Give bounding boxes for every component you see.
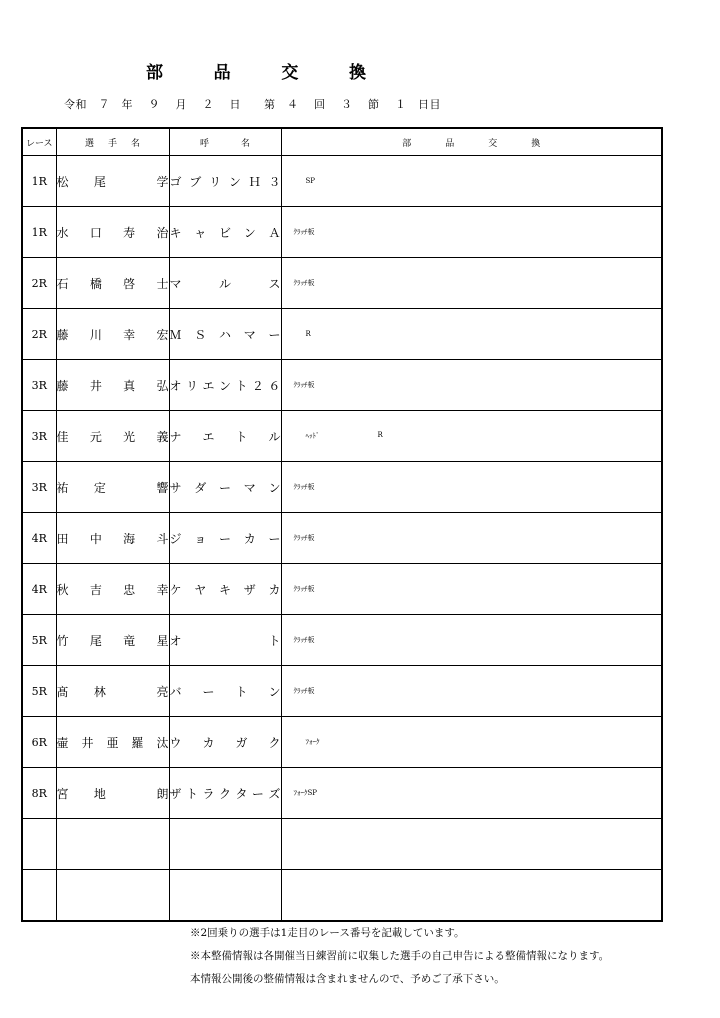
boat-name-char: ー xyxy=(218,531,231,546)
racer-name-char: 中 xyxy=(89,531,102,546)
parts-exchanged xyxy=(281,666,662,717)
racer-name-char: 秋 xyxy=(56,582,69,597)
race-number: 4R xyxy=(22,564,56,615)
parts-item: R xyxy=(377,431,383,439)
racer-name xyxy=(56,870,169,922)
race-number: 1R xyxy=(22,207,56,258)
header-name-char: 呼 xyxy=(199,138,209,149)
boat-name xyxy=(169,768,281,819)
racer-name xyxy=(56,768,169,819)
boat-name-char: ジ xyxy=(169,531,182,546)
boat-name-char: ブ xyxy=(189,174,202,189)
boat-name-char: ャ xyxy=(194,225,207,240)
date-line: 令和 ７ 年 ９ 月 ２ 日 第 ４ 回 ３ 節 １ 日目 xyxy=(64,98,441,111)
boat-name-char: サ xyxy=(169,480,182,495)
header-row xyxy=(22,128,662,156)
boat-name-char: ク xyxy=(268,735,281,750)
boat-name-char: ダ xyxy=(194,480,207,495)
boat-name xyxy=(169,309,281,360)
racer-name-char: 斗 xyxy=(156,531,169,546)
boat-name-char: カ xyxy=(268,582,281,597)
boat-name xyxy=(169,819,281,870)
boat-name-char: エ xyxy=(202,429,215,444)
racer-name-char: 響 xyxy=(156,480,169,495)
parts-item: ｸﾗｯﾁ板 xyxy=(293,228,315,236)
boat-name xyxy=(169,666,281,717)
table-row xyxy=(22,360,662,411)
title-char: 部 xyxy=(146,63,163,83)
table-row xyxy=(22,564,662,615)
title-char: 交 xyxy=(281,63,299,83)
header-parts-char: 交 xyxy=(488,138,498,149)
race-number: 3R xyxy=(22,462,56,513)
racer-name-char: 藤 xyxy=(56,327,69,342)
boat-name-char: ザ xyxy=(243,582,256,597)
table-row xyxy=(22,819,662,870)
title-char: 換 xyxy=(348,63,366,83)
race-number: 3R xyxy=(22,411,56,462)
racer-name xyxy=(56,462,169,513)
racer-name-char: 亜 xyxy=(106,735,119,750)
racer-name-char: 弘 xyxy=(156,378,169,393)
racer-name-char: 真 xyxy=(123,378,136,393)
parts-item: SP xyxy=(305,177,316,185)
parts-item: ﾌｫｰｸ xyxy=(305,738,320,746)
boat-name-char: ２ xyxy=(251,378,264,393)
racer-name-char: 星 xyxy=(156,633,169,648)
boat-name-char: Ｍ xyxy=(169,327,182,342)
boat-name xyxy=(169,717,281,768)
racer-name xyxy=(56,819,169,870)
racer-name-char: 宮 xyxy=(56,786,69,801)
race-number: 3R xyxy=(22,360,56,411)
parts-item: ｸﾗｯﾁ板 xyxy=(293,585,315,593)
racer-name xyxy=(56,156,169,207)
boat-name-char: ョ xyxy=(194,531,207,546)
boat-name-char: オ xyxy=(169,378,182,393)
racer-name-char: 寿 xyxy=(123,225,136,240)
parts-exchanged xyxy=(281,207,662,258)
parts-item: ｸﾗｯﾁ板 xyxy=(293,534,315,542)
racer-name-char: 口 xyxy=(89,225,102,240)
boat-name xyxy=(169,564,281,615)
table-row xyxy=(22,207,662,258)
table-row xyxy=(22,309,662,360)
racer-name-char: 佳 xyxy=(56,429,69,444)
racer-name-char: 汰 xyxy=(156,735,169,750)
boat-name-char: ト xyxy=(235,378,248,393)
boat-name-char: リ xyxy=(185,378,198,393)
racer-name-char: 元 xyxy=(89,429,102,444)
racer-name-char: 羅 xyxy=(131,735,144,750)
racer-name-char: 水 xyxy=(56,225,69,240)
racer-name-char: 石 xyxy=(56,276,69,291)
boat-name-char: ガ xyxy=(235,735,248,750)
racer-name xyxy=(56,564,169,615)
boat-name-char: ー xyxy=(218,480,231,495)
parts-exchanged xyxy=(281,513,662,564)
racer-name-char: 井 xyxy=(89,378,102,393)
parts-item: R xyxy=(305,330,311,338)
parts-exchanged xyxy=(281,870,662,922)
race-number: 5R xyxy=(22,615,56,666)
parts-exchanged xyxy=(281,258,662,309)
boat-name-char: ウ xyxy=(169,735,182,750)
boat-name-char: ル xyxy=(268,429,281,444)
boat-name-char: エ xyxy=(202,378,215,393)
parts-exchanged xyxy=(281,360,662,411)
boat-name-char: ラ xyxy=(202,786,215,801)
racer-name-char: 亮 xyxy=(156,684,169,699)
race-number: 8R xyxy=(22,768,56,819)
table-row xyxy=(22,513,662,564)
racer-name xyxy=(56,666,169,717)
boat-name-char: カ xyxy=(243,531,256,546)
racer-name-char: 幸 xyxy=(156,582,169,597)
boat-name-char: ヤ xyxy=(194,582,207,597)
parts-item: ﾌｫｰｸSP xyxy=(293,789,318,797)
header-racer-char: 選 xyxy=(84,138,94,149)
header-parts-char: 品 xyxy=(445,138,455,149)
boat-name-char: ３ xyxy=(268,174,281,189)
boat-name-char: リ xyxy=(209,174,222,189)
boat-name-char: ナ xyxy=(169,429,182,444)
parts-exchanged xyxy=(281,819,662,870)
boat-name-char: マ xyxy=(243,480,256,495)
racer-name xyxy=(56,309,169,360)
racer-name-char: 竹 xyxy=(56,633,69,648)
racer-name-char: 田 xyxy=(56,531,69,546)
page-title xyxy=(146,58,366,83)
boat-name xyxy=(169,411,281,462)
boat-name-char: ザ xyxy=(169,786,182,801)
parts-exchanged xyxy=(281,156,662,207)
boat-name-char: Ａ xyxy=(268,225,281,240)
boat-name-char: ン xyxy=(268,684,281,699)
header-name-char: 名 xyxy=(241,138,251,149)
racer-name xyxy=(56,411,169,462)
boat-name-char: ン xyxy=(228,174,241,189)
racer-name-char: 啓 xyxy=(123,276,136,291)
boat-name-char: ハ xyxy=(218,327,231,342)
boat-name-char: オ xyxy=(169,633,182,648)
boat-name-char: バ xyxy=(169,684,182,699)
racer-name-char: 松 xyxy=(56,174,69,189)
racer-name-char: 井 xyxy=(81,735,94,750)
boat-name-char: ン xyxy=(243,225,256,240)
parts-exchange-table xyxy=(21,127,663,922)
table-row xyxy=(22,717,662,768)
racer-name xyxy=(56,258,169,309)
racer-name-char: 林 xyxy=(93,684,106,699)
note-line: ※2回乗りの選手は1走目のレース番号を記載しています。 xyxy=(190,927,465,939)
racer-name-char: 幸 xyxy=(123,327,136,342)
boat-name-char: ト xyxy=(235,684,248,699)
header-racer-char: 手 xyxy=(107,138,117,149)
table-row xyxy=(22,156,662,207)
racer-name-char: 治 xyxy=(156,225,169,240)
boat-name-char: ト xyxy=(185,786,198,801)
racer-name-char: 祐 xyxy=(56,480,69,495)
race-number: 5R xyxy=(22,666,56,717)
boat-name xyxy=(169,615,281,666)
table-row xyxy=(22,615,662,666)
boat-name-char: ン xyxy=(218,378,231,393)
table-row xyxy=(22,258,662,309)
boat-name-char: タ xyxy=(235,786,248,801)
boat-name-char: キ xyxy=(218,582,231,597)
racer-name-char: 地 xyxy=(93,786,106,801)
boat-name xyxy=(169,360,281,411)
boat-name-char: ク xyxy=(218,786,231,801)
racer-name-char: 髙 xyxy=(56,684,69,699)
boat-name-char: ト xyxy=(268,633,281,648)
race-number: 1R xyxy=(22,156,56,207)
race-number xyxy=(22,819,56,870)
boat-name-char: Ｈ xyxy=(248,174,261,189)
parts-item: ｸﾗｯﾁ板 xyxy=(293,636,315,644)
race-number: 2R xyxy=(22,258,56,309)
boat-name xyxy=(169,258,281,309)
racer-name-char: 壷 xyxy=(56,735,69,750)
racer-name xyxy=(56,360,169,411)
boat-name xyxy=(169,462,281,513)
racer-name-char: 川 xyxy=(89,327,102,342)
header-parts-char: 部 xyxy=(402,138,412,149)
header-parts xyxy=(281,128,662,156)
racer-name-char: 藤 xyxy=(56,378,69,393)
boat-name xyxy=(169,870,281,922)
note-line: ※本整備情報は各開催当日練習前に収集した選手の自己申告による整備情報になります。 xyxy=(190,950,610,962)
header-racer xyxy=(56,128,169,156)
boat-name-char: ー xyxy=(268,531,281,546)
racer-name xyxy=(56,615,169,666)
boat-name-char: マ xyxy=(243,327,256,342)
note-line: 本情報公開後の整備情報は含まれませんので、予めご了承下さい。 xyxy=(190,973,505,985)
boat-name-char: ー xyxy=(202,684,215,699)
racer-name-char: 朗 xyxy=(156,786,169,801)
boat-name-char: Ｓ xyxy=(194,327,207,342)
boat-name-char: ト xyxy=(235,429,248,444)
parts-item: ｸﾗｯﾁ板 xyxy=(293,279,315,287)
boat-name-char: ー xyxy=(268,327,281,342)
notes xyxy=(190,922,609,991)
racer-name-char: 吉 xyxy=(89,582,102,597)
boat-name xyxy=(169,156,281,207)
boat-name-char: キ xyxy=(169,225,182,240)
parts-item: ｸﾗｯﾁ板 xyxy=(293,687,315,695)
table-row xyxy=(22,870,662,922)
table-row xyxy=(22,768,662,819)
boat-name-char: ス xyxy=(268,276,281,291)
parts-exchanged xyxy=(281,411,662,462)
racer-name-char: 竜 xyxy=(123,633,136,648)
race-number: 6R xyxy=(22,717,56,768)
racer-name-char: 尾 xyxy=(93,174,106,189)
boat-name-char: ー xyxy=(251,786,264,801)
boat-name-char: ゴ xyxy=(169,174,182,189)
racer-name-char: 海 xyxy=(123,531,136,546)
header-race: レース xyxy=(22,128,56,156)
racer-name xyxy=(56,513,169,564)
table-row xyxy=(22,666,662,717)
header-boat-name xyxy=(169,128,281,156)
table-row xyxy=(22,411,662,462)
parts-exchanged xyxy=(281,564,662,615)
boat-name xyxy=(169,513,281,564)
parts-exchanged xyxy=(281,717,662,768)
boat-name-char: ン xyxy=(268,480,281,495)
racer-name-char: 定 xyxy=(93,480,106,495)
parts-item: ｸﾗｯﾁ板 xyxy=(293,483,315,491)
table-row xyxy=(22,462,662,513)
race-number xyxy=(22,870,56,922)
boat-name-char: カ xyxy=(202,735,215,750)
racer-name-char: 士 xyxy=(156,276,169,291)
racer-name-char: 橋 xyxy=(89,276,102,291)
parts-exchanged xyxy=(281,309,662,360)
parts-exchanged xyxy=(281,615,662,666)
boat-name-char: ズ xyxy=(268,786,281,801)
racer-name xyxy=(56,207,169,258)
race-number: 2R xyxy=(22,309,56,360)
racer-name-char: 義 xyxy=(156,429,169,444)
header-racer-char: 名 xyxy=(131,138,141,149)
title-char: 品 xyxy=(213,63,231,83)
racer-name-char: 尾 xyxy=(89,633,102,648)
racer-name-char: 忠 xyxy=(123,582,136,597)
header-parts-char: 換 xyxy=(531,138,541,149)
parts-exchanged xyxy=(281,462,662,513)
racer-name-char: 学 xyxy=(156,174,169,189)
racer-name-char: 宏 xyxy=(156,327,169,342)
boat-name-char: ケ xyxy=(169,582,182,597)
boat-name-char: マ xyxy=(169,276,182,291)
race-number: 4R xyxy=(22,513,56,564)
boat-name xyxy=(169,207,281,258)
parts-exchanged xyxy=(281,768,662,819)
racer-name xyxy=(56,717,169,768)
boat-name-char: ル xyxy=(218,276,231,291)
parts-item: ｸﾗｯﾁ板 xyxy=(293,381,315,389)
boat-name-char: ６ xyxy=(268,378,281,393)
parts-item: ﾍｯﾄﾞ xyxy=(305,432,320,440)
boat-name-char: ビ xyxy=(218,225,231,240)
racer-name-char: 光 xyxy=(123,429,136,444)
